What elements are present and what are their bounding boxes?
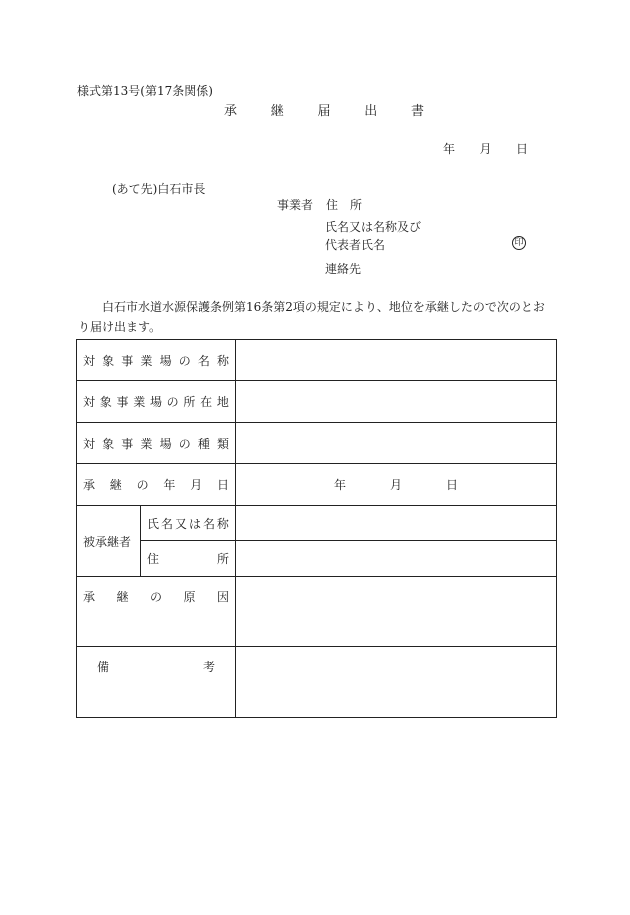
- applicant-name-label: 氏名又は名称及び: [325, 220, 422, 234]
- predecessor-label: 被承継者: [77, 506, 141, 577]
- submission-date[interactable]: [443, 143, 528, 155]
- table-row: [77, 381, 557, 423]
- facility-type-label: 対 象 事 業 場 の 種 類: [77, 423, 236, 464]
- title-char: 書: [410, 104, 424, 119]
- year-label: 年: [443, 142, 456, 156]
- day-label: 日: [445, 478, 458, 492]
- succession-date-field[interactable]: [236, 464, 557, 506]
- title-char: 承: [224, 104, 238, 119]
- succession-reason-field[interactable]: [236, 577, 557, 647]
- facility-type-field[interactable]: [236, 423, 557, 464]
- predecessor-name-label: 氏 名 又 は 名 称: [141, 506, 236, 541]
- applicant-representative-label: 代表者氏名: [325, 238, 386, 252]
- table-row: [77, 577, 557, 647]
- table-row: [77, 464, 557, 506]
- title-char: 出: [364, 104, 378, 119]
- applicant-address-label: 住 所: [326, 198, 363, 212]
- form-table: [76, 339, 557, 718]
- day-label: 日: [515, 142, 528, 156]
- applicant-label: 事業者: [277, 198, 314, 212]
- form-number: 様式第13号(第17条関係): [77, 84, 213, 98]
- document-title: [224, 105, 424, 118]
- year-label: 年: [334, 478, 347, 492]
- succession-date-label: 承 継 の 年 月 日: [77, 464, 236, 506]
- applicant-contact-label: 連絡先: [325, 262, 362, 276]
- table-row: [77, 340, 557, 381]
- table-row: [77, 423, 557, 464]
- body-text: 白石市水道水源保護条例第16条第2項の規定により、地位を承継したので次のとおり届け出ます。: [78, 300, 545, 334]
- table-row: [77, 506, 557, 541]
- predecessor-address-label: 住 所: [141, 541, 236, 577]
- month-label: 月: [479, 142, 492, 156]
- title-char: 継: [270, 104, 284, 119]
- month-label: 月: [389, 478, 402, 492]
- facility-location-label: 対 象 事 業 場 の 所 在 地: [77, 381, 236, 423]
- predecessor-address-field[interactable]: [236, 541, 557, 577]
- facility-location-field[interactable]: [236, 381, 557, 423]
- remarks-label: 備 考: [77, 647, 236, 718]
- facility-name-field[interactable]: [236, 340, 557, 381]
- remarks-field[interactable]: [236, 647, 557, 718]
- table-row: [77, 541, 557, 577]
- facility-name-label: 対 象 事 業 場 の 名 称: [77, 340, 236, 381]
- predecessor-name-field[interactable]: [236, 506, 557, 541]
- seal-icon: 印: [512, 236, 526, 250]
- table-row: [77, 647, 557, 718]
- title-char: 届: [317, 104, 331, 119]
- succession-reason-label: 承 継 の 原 因: [77, 577, 236, 647]
- addressee: (あて先)白石市長: [112, 182, 206, 196]
